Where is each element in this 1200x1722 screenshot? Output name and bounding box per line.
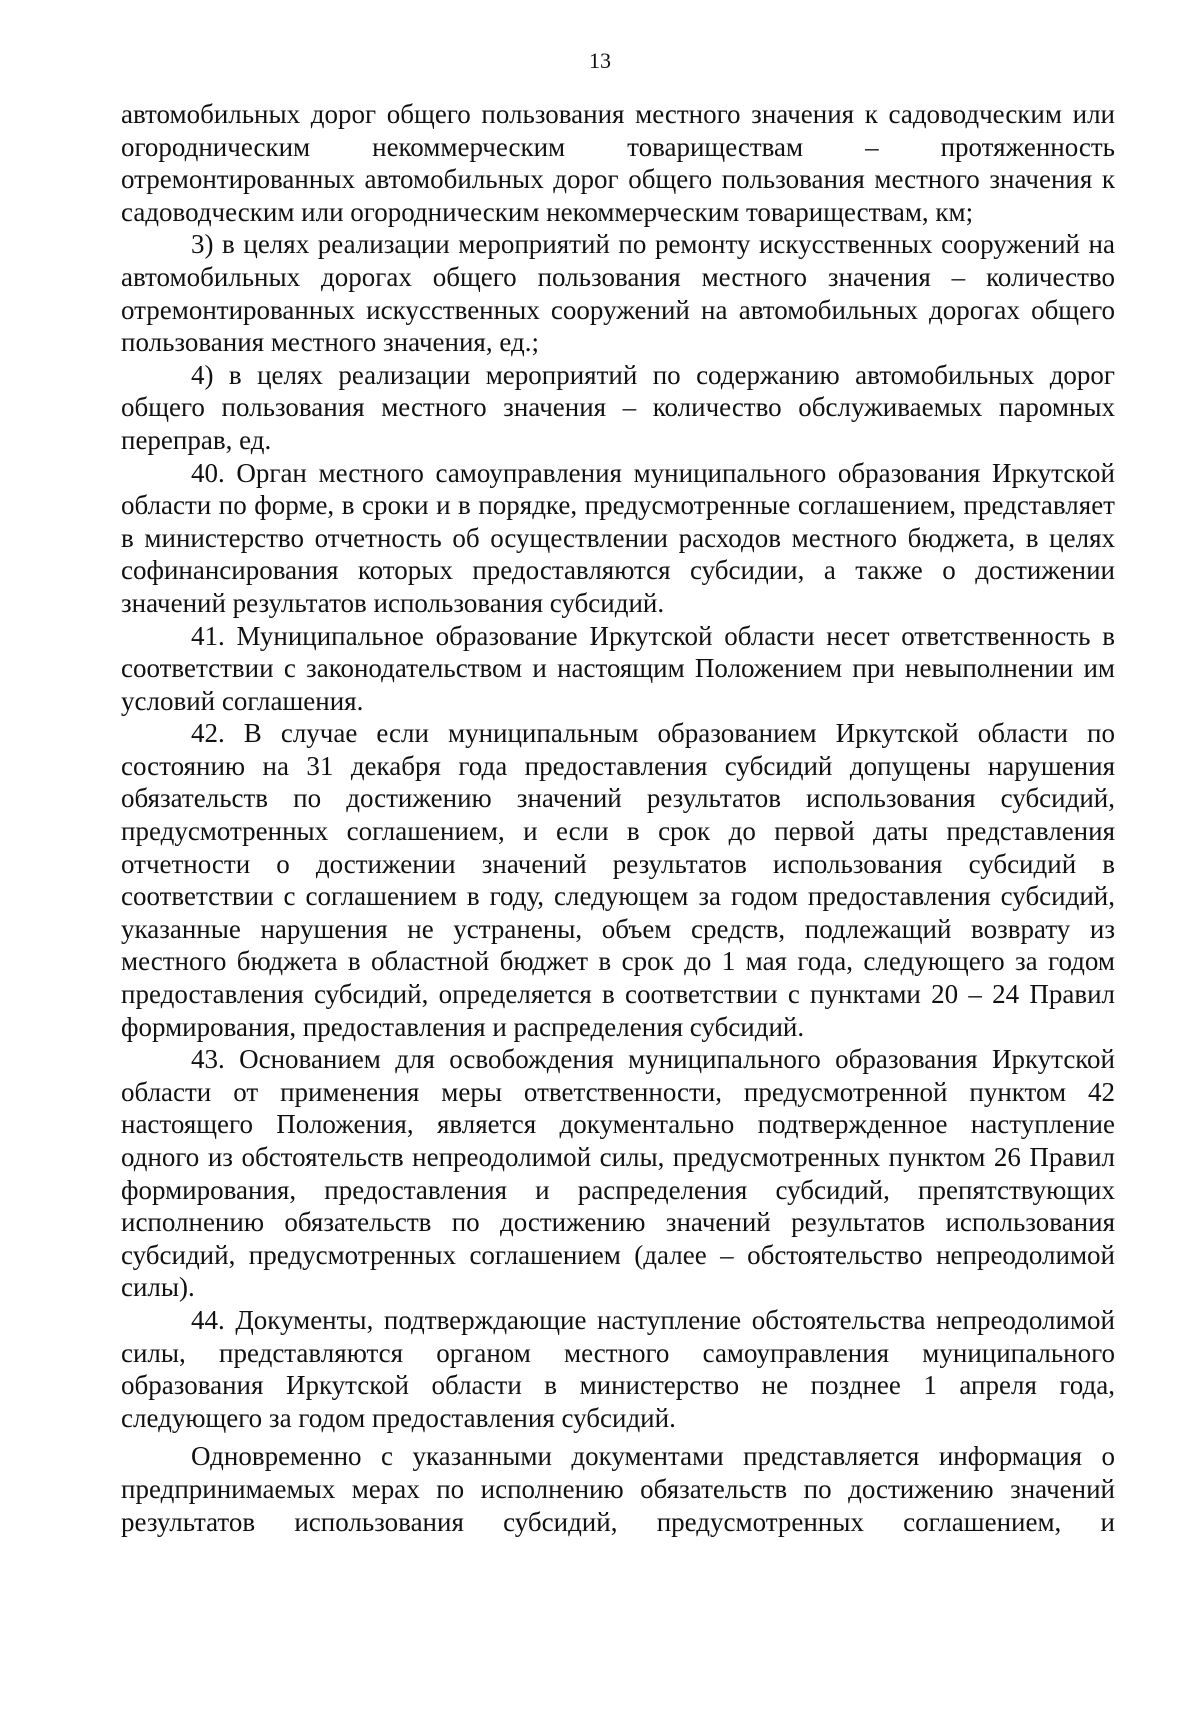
paragraph-41: 41. Муниципальное образование Иркутской области несет ответственность в соответствии с законодательством и настоящим Положением при невыполнении им условий соглашения. (121, 620, 1115, 716)
paragraph-item-4: 4) в целях реализации мероприятий по содержанию автомобильных дорог общего пользования местного значения – количество обслуживаемых паромных переправ, ед. (121, 359, 1115, 455)
paragraph-42: 42. В случае если муниципальным образованием Иркутской области по состоянию на 31 декабря года предоставления субсидий допущены нарушения обязательств по достижению значений результатов использования субсидий, предусмотренных соглашением, и если в срок до первой даты представления отчетности о достижении значений результатов использования субсидий в соответствии с соглашением в году, следующем за годом предоставления субсидий, указанные нарушения не устранены, объем средств, подлежащий возврату из местного бюджета в областной бюджет в срок до 1 мая года, следующего за годом предоставления субсидий, определяется в соответствии с пунктами 20 – 24 Правил формирования, предоставления и распределения субсидий. (121, 718, 1115, 1042)
paragraph-40: 40. Орган местного самоуправления муниципального образования Иркутской области по форме, в сроки и в порядке, предусмотренные соглашением, представляет в министерство отчетность об осуществлении расходов местного бюджета, в целях софинансирования которых предоставляются субсидии, а также о достижении значений результатов использования субсидий. (121, 457, 1115, 618)
paragraph-continuation: автомобильных дорог общего пользования местного значения к садоводческим или огородническим некоммерческим товариществам – протяженность отремонтированных автомобильных дорог общего пользования местного значения к садоводческим или огородническим некоммерческим товариществам, км; (121, 99, 1115, 227)
paragraph-43: 43. Основанием для освобождения муниципального образования Иркутской области от применения меры ответственности, предусмотренной пунктом 42 настоящего Положения, является документально подтвержденное наступление одного из обстоятельств непреодолимой силы, предусмотренных пунктом 26 Правил формирования, предоставления и распределения субсидий, препятствующих исполнению обязательств по достижению значений результатов использования субсидий, предусмотренных соглашением (далее – обстоятельство непреодолимой силы). (121, 1044, 1115, 1303)
paragraph-simultaneously: Одновременно с указанными документами представляется информация о предпринимаемых мерах по исполнению обязательств по достижению значений результатов использования субсидий, предусмотренных соглашением, и (121, 1441, 1115, 1537)
document-body (121, 98, 1115, 1538)
page-number: 13 (589, 48, 611, 73)
paragraph-44: 44. Документы, подтверждающие наступление обстоятельства непреодолимой силы, представляются органом местного самоуправления муниципального образования Иркутской области в министерство не позднее 1 апреля года, следующего за годом предоставления субсидий. (121, 1304, 1115, 1433)
paragraph-item-3: 3) в целях реализации мероприятий по ремонту искусственных сооружений на автомобильных дорогах общего пользования местного значения – количество отремонтированных искусственных сооружений на автомобильных дорогах общего пользования местного значения, ед.; (121, 229, 1115, 358)
